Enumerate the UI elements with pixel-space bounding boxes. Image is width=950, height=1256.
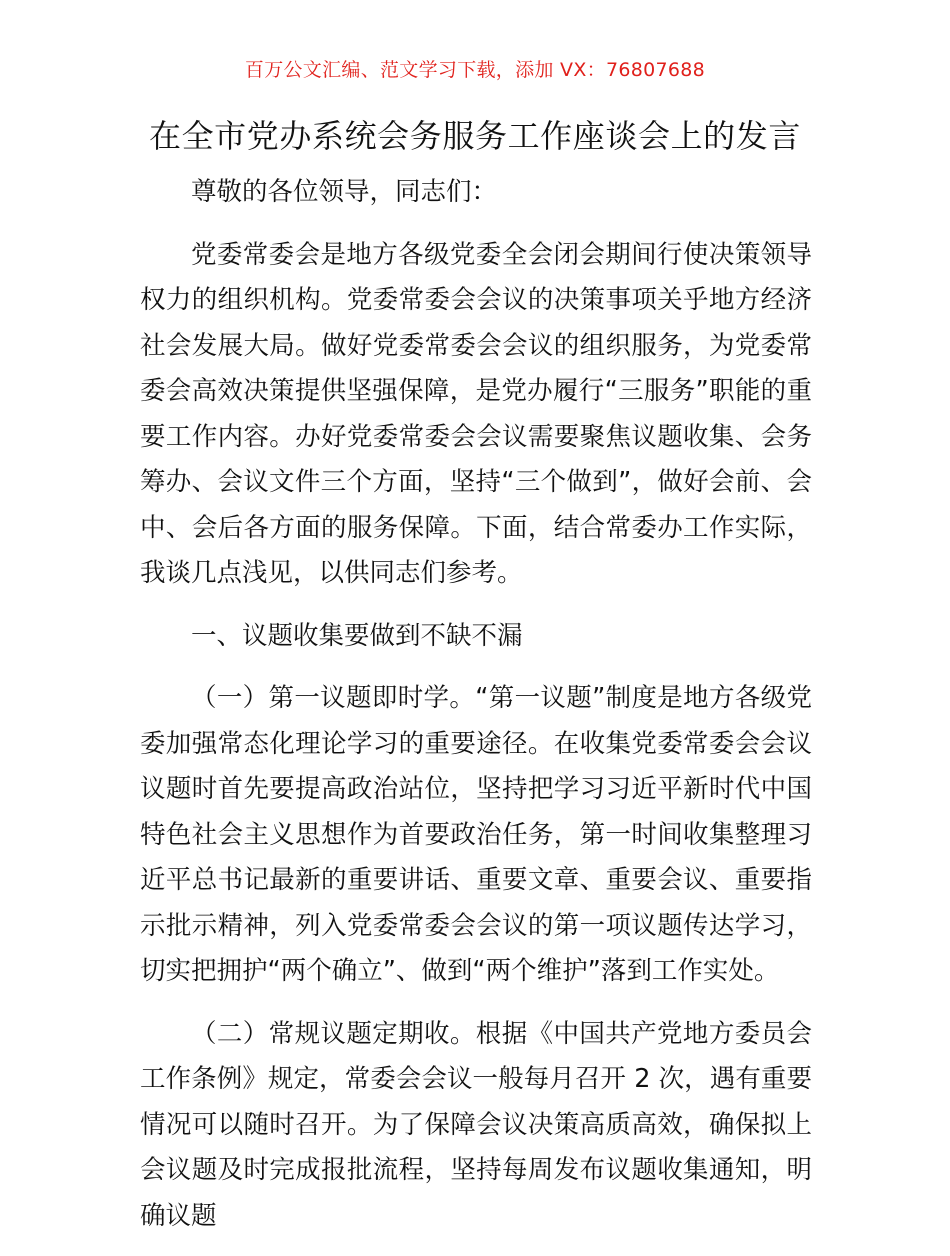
- paragraph-first-topic: （一）第一议题即时学。“第一议题”制度是地方各级党委加强常态化理论学习的重要途径。在收集党委常委会会议议题时首先要提高政治站位，坚持把学习习近平新时代中国特色社会主义思想作为首要政治任务，第一时间收集整理习近平总书记最新的重要讲话、重要文章、重要会议、重要指示批示精神，列入党委常委会会议的第一项议题传达学习，切实把拥护“两个确立”、做到“两个维护”落到工作实处。: [140, 683, 812, 986]
- document-body: [140, 170, 812, 1256]
- paragraph-regular-topic: （二）常规议题定期收。根据《中国共产党地方委员会工作条例》规定，常委会会议一般每月召开 2 次，遇有重要情况可以随时召开。为了保障会议决策高质高效，确保拟上会议题及时完成报批流程，坚持每周发布议题收集通知，明确议题: [140, 1018, 812, 1231]
- paragraph-intro: 党委常委会是地方各级党委全会闭会期间行使决策领导权力的组织机构。党委常委会会议的决策事项关乎地方经济社会发展大局。做好党委常委会会议的组织服务，为党委常委会高效决策提供坚强保障，是党办履行“三服务”职能的重要工作内容。办好党委常委会会议需要聚焦议题收集、会务筹办、会议文件三个方面，坚持“三个做到”，做好会前、会中、会后各方面的服务保障。下面，结合常委办工作实际，我谈几点浅见，以供同志们参考。: [140, 239, 812, 588]
- watermark-banner: 百万公文汇编、范文学习下载，添加 VX：76807688: [244, 59, 706, 81]
- document-title: 在全市党办系统会务服务工作座谈会上的发言: [148, 117, 801, 155]
- section-heading: 一、议题收集要做到不缺不漏: [191, 620, 523, 651]
- greeting: 尊敬的各位领导，同志们：: [191, 177, 498, 207]
